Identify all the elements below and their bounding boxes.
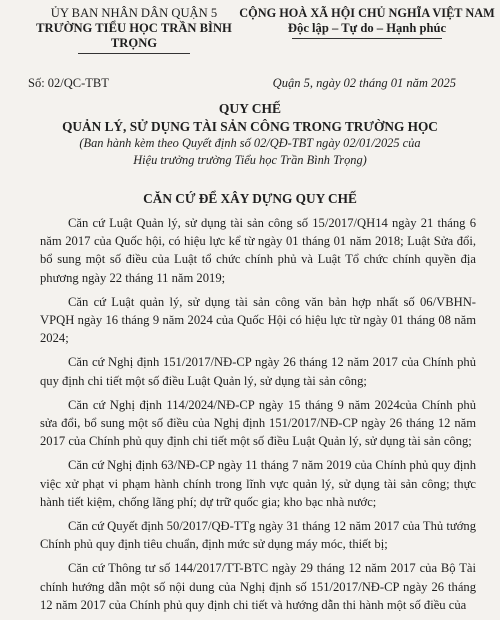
issuing-organization — [14, 6, 254, 54]
document-title: QUẢN LÝ, SỬ DỤNG TÀI SẢN CÔNG TRONG TRƯỜNG HỌC — [62, 119, 438, 134]
section-heading: CĂN CỨ ĐỂ XÂY DỰNG QUY CHẾ — [143, 191, 357, 206]
paragraph: Căn cứ Thông tư số 144/2017/TT-BTC ngày 29 tháng 12 năm 2017 của Bộ Tài chính hướng dẫn một số nội dung của Nghị định số 151/2017/NĐ-CP ngày 26 tháng 12 năm 2017 của Chính phủ quy định chi tiết và hướng dẫn thi hành một số điều của — [40, 561, 476, 612]
motto-underline — [292, 38, 442, 39]
document-subtitle — [0, 135, 500, 169]
paragraph: Căn cứ Quyết định 50/2017/QĐ-TTg ngày 31 tháng 12 năm 2017 của Thủ tướng Chính phủ quy định tiêu chuẩn, định mức sử dụng máy móc, thiết bị; — [40, 519, 476, 552]
document-body — [40, 214, 476, 620]
document-type-title: QUY CHẾ — [218, 101, 282, 116]
org-line2: TRƯỜNG TIỂU HỌC TRẦN BÌNH TRỌNG — [36, 21, 232, 50]
national-motto — [236, 6, 498, 39]
paragraph: Căn cứ Nghị định 114/2024/NĐ-CP ngày 15 tháng 9 năm 2024của Chính phủ sửa đổi, bổ sung một số điều của Nghị định 151/2017/NĐ-CP ngày 26 tháng 12 năm 2017 của Chính phủ quy định chi tiết một số điều Luật Quản lý, sử dụng tài sản công; — [40, 397, 476, 449]
org-underline — [78, 53, 190, 54]
subtitle-line2: Hiệu trưởng trường Tiểu học Trần Bình Trọng) — [133, 153, 367, 167]
paragraph: Căn cứ Nghị định 151/2017/NĐ-CP ngày 26 tháng 12 năm 2017 của Chính phủ quy định chi tiết một số điều Luật Quản lý, sử dụng tài sản công; — [40, 355, 476, 388]
document-number: Số: 02/QC-TBT — [28, 76, 109, 90]
paragraph: Căn cứ Nghị định 63/NĐ-CP ngày 11 tháng 7 năm 2019 của Chính phủ quy định việc xử phạt vi phạm hành chính trong lĩnh vực quản lý, sử dụng tài sản công; thực hành tiết kiệm, chống lãng phí; dự trữ quốc gia; kho bạc nhà nước; — [40, 458, 476, 509]
paragraph: Căn cứ Luật quản lý, sử dụng tài sản công văn bản hợp nhất số 06/VBHN-VPQH ngày 16 tháng 9 năm 2024 của Quốc Hội có hiệu lực từ ngày 01 tháng 08 năm 2024; — [40, 294, 476, 346]
nation-line2: Độc lập – Tự do – Hạnh phúc — [287, 21, 447, 35]
org-line1: ỦY BAN NHÂN DÂN QUẬN 5 — [50, 6, 218, 20]
nation-line1: CỘNG HOÀ XÃ HỘI CHỦ NGHĨA VIỆT NAM — [239, 6, 495, 20]
place-date: Quận 5, ngày 02 tháng 01 năm 2025 — [272, 76, 456, 90]
subtitle-line1: (Ban hành kèm theo Quyết định số 02/QĐ-TBT ngày 02/01/2025 của — [79, 136, 421, 150]
paragraph: Căn cứ Luật Quản lý, sử dụng tài sản công số 15/2017/QH14 ngày 21 tháng 6 năm 2017 của Quốc hội, có hiệu lực kể từ ngày 01 tháng 01 năm 2018; Luật Sửa đổi, bổ sung một số điều của Luật tổ chức chính phủ và Luật Tổ chức chính quyền địa phương ngày 22 tháng 11 năm 2019; — [40, 216, 476, 285]
